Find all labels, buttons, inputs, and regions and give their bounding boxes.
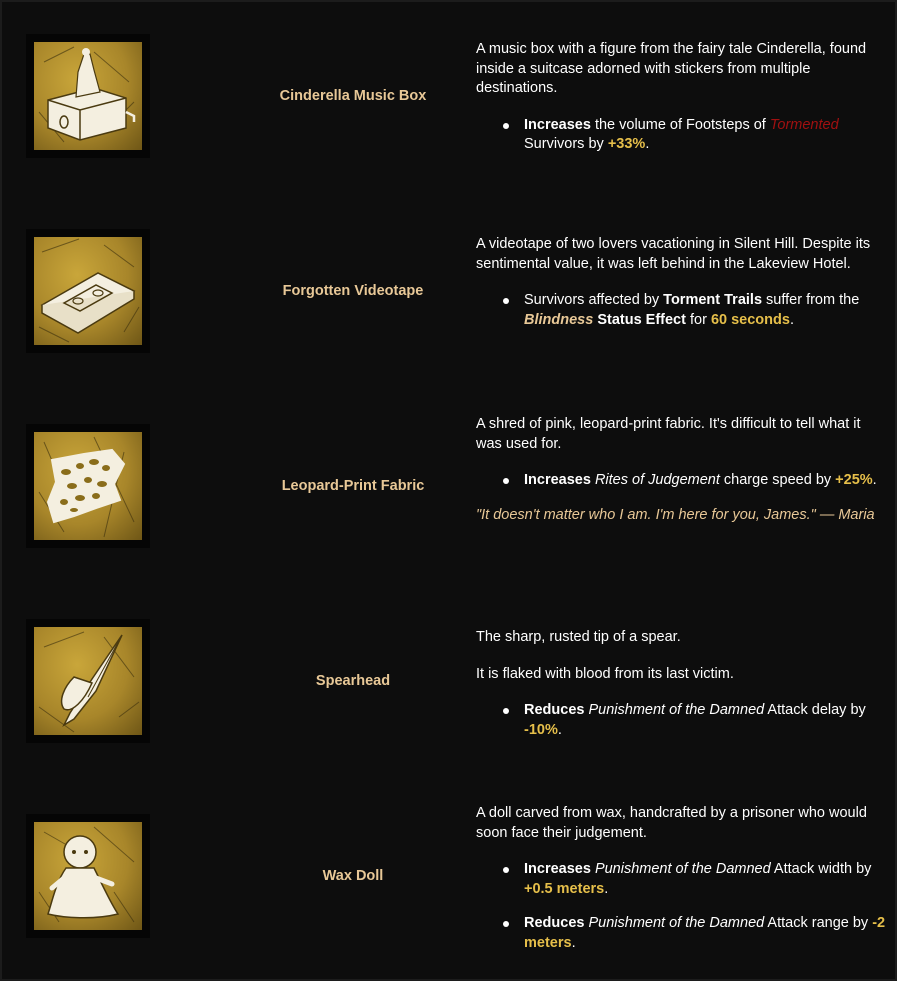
addon-quote: "It doesn't matter who I am. I'm here for you, James." — Maria	[476, 506, 875, 523]
addon-name: Spearhead	[315, 673, 391, 689]
effect-value: +25%	[835, 472, 873, 488]
addon-row-cinderella-music-box	[2, 2, 895, 197]
ability-name: Punishment of the Damned	[584, 915, 765, 931]
addon-icon-frame	[26, 34, 150, 158]
effect-value: +33%	[607, 136, 646, 152]
effect-list	[476, 116, 888, 155]
addon-description: A shred of pink, leopard-print fabric. It's difficult to tell what it was used for.	[476, 416, 861, 452]
effect-value: -10%	[524, 721, 558, 738]
ability-name: Punishment of the Damned	[590, 861, 771, 877]
addons-table	[2, 2, 895, 979]
addon-icon-frame	[26, 424, 150, 548]
addon-description-secondary: It is flaked with blood from its last victim.	[476, 665, 734, 682]
addon-row-wax-doll	[2, 782, 895, 977]
addon-row-leopard-print-fabric	[2, 392, 895, 587]
ability-name: Rites of Judgement	[590, 472, 720, 488]
addon-description: The sharp, rusted tip of a spear.	[476, 629, 681, 645]
addon-row-spearhead	[2, 587, 895, 782]
addon-description: A doll carved from wax, handcrafted by a prisoner who would soon face their judgement.	[476, 805, 867, 841]
addon-icon-frame	[26, 814, 150, 938]
leopard-fabric-icon	[34, 432, 142, 540]
ability-name: Punishment of the Damned	[584, 702, 765, 718]
effect-item: Survivors affected by Torment Trails suffer from the Blindness Status Effect for 60 seconds.	[524, 291, 888, 330]
addon-description-block	[476, 235, 888, 347]
music-box-icon	[34, 42, 142, 150]
effect-item: Reduces Punishment of the Damned Attack range by -2 meters.	[524, 914, 888, 953]
effect-list	[476, 860, 888, 953]
addon-description-block	[476, 628, 888, 757]
effect-item: Reduces Punishment of the Damned Attack delay by -10%.	[524, 701, 888, 740]
status-blindness: Blindness	[524, 311, 594, 328]
effect-list	[476, 701, 888, 740]
addon-name: Cinderella Music Box	[279, 88, 427, 104]
effect-list	[476, 291, 888, 330]
effect-value: +0.5 meters	[524, 880, 605, 897]
effect-value: -2 meters	[524, 915, 886, 951]
addon-name: Wax Doll	[322, 868, 384, 884]
wax-doll-icon	[34, 822, 142, 930]
addon-description: A music box with a figure from the fairy tale Cinderella, found inside a suitcase adorned with stickers from multiple destinations.	[476, 41, 867, 96]
effect-item: Increases Rites of Judgement charge speed by +25%.	[524, 471, 888, 491]
addon-description-block	[476, 804, 888, 970]
addon-row-forgotten-videotape	[2, 197, 895, 392]
addon-icon-frame	[26, 619, 150, 743]
videotape-icon	[34, 237, 142, 345]
addon-name: Forgotten Videotape	[282, 283, 424, 299]
addon-name: Leopard-Print Fabric	[281, 478, 425, 494]
status-tormented: Tormented	[769, 116, 839, 133]
effect-list	[476, 471, 888, 491]
addon-description-block	[476, 40, 888, 172]
spearhead-icon	[34, 627, 142, 735]
addon-description: A videotape of two lovers vacationing in Silent Hill. Despite its sentimental value, it was left behind in the Lakeview Hotel.	[476, 236, 871, 272]
effect-value: 60 seconds	[710, 311, 790, 328]
power-name: Torment Trails	[663, 292, 763, 308]
addon-description-block	[476, 415, 888, 542]
effect-item: Increases Punishment of the Damned Attack width by +0.5 meters.	[524, 860, 888, 899]
effect-item: Increases the volume of Footsteps of Tormented Survivors by +33%.	[524, 116, 888, 155]
addon-icon-frame	[26, 229, 150, 353]
